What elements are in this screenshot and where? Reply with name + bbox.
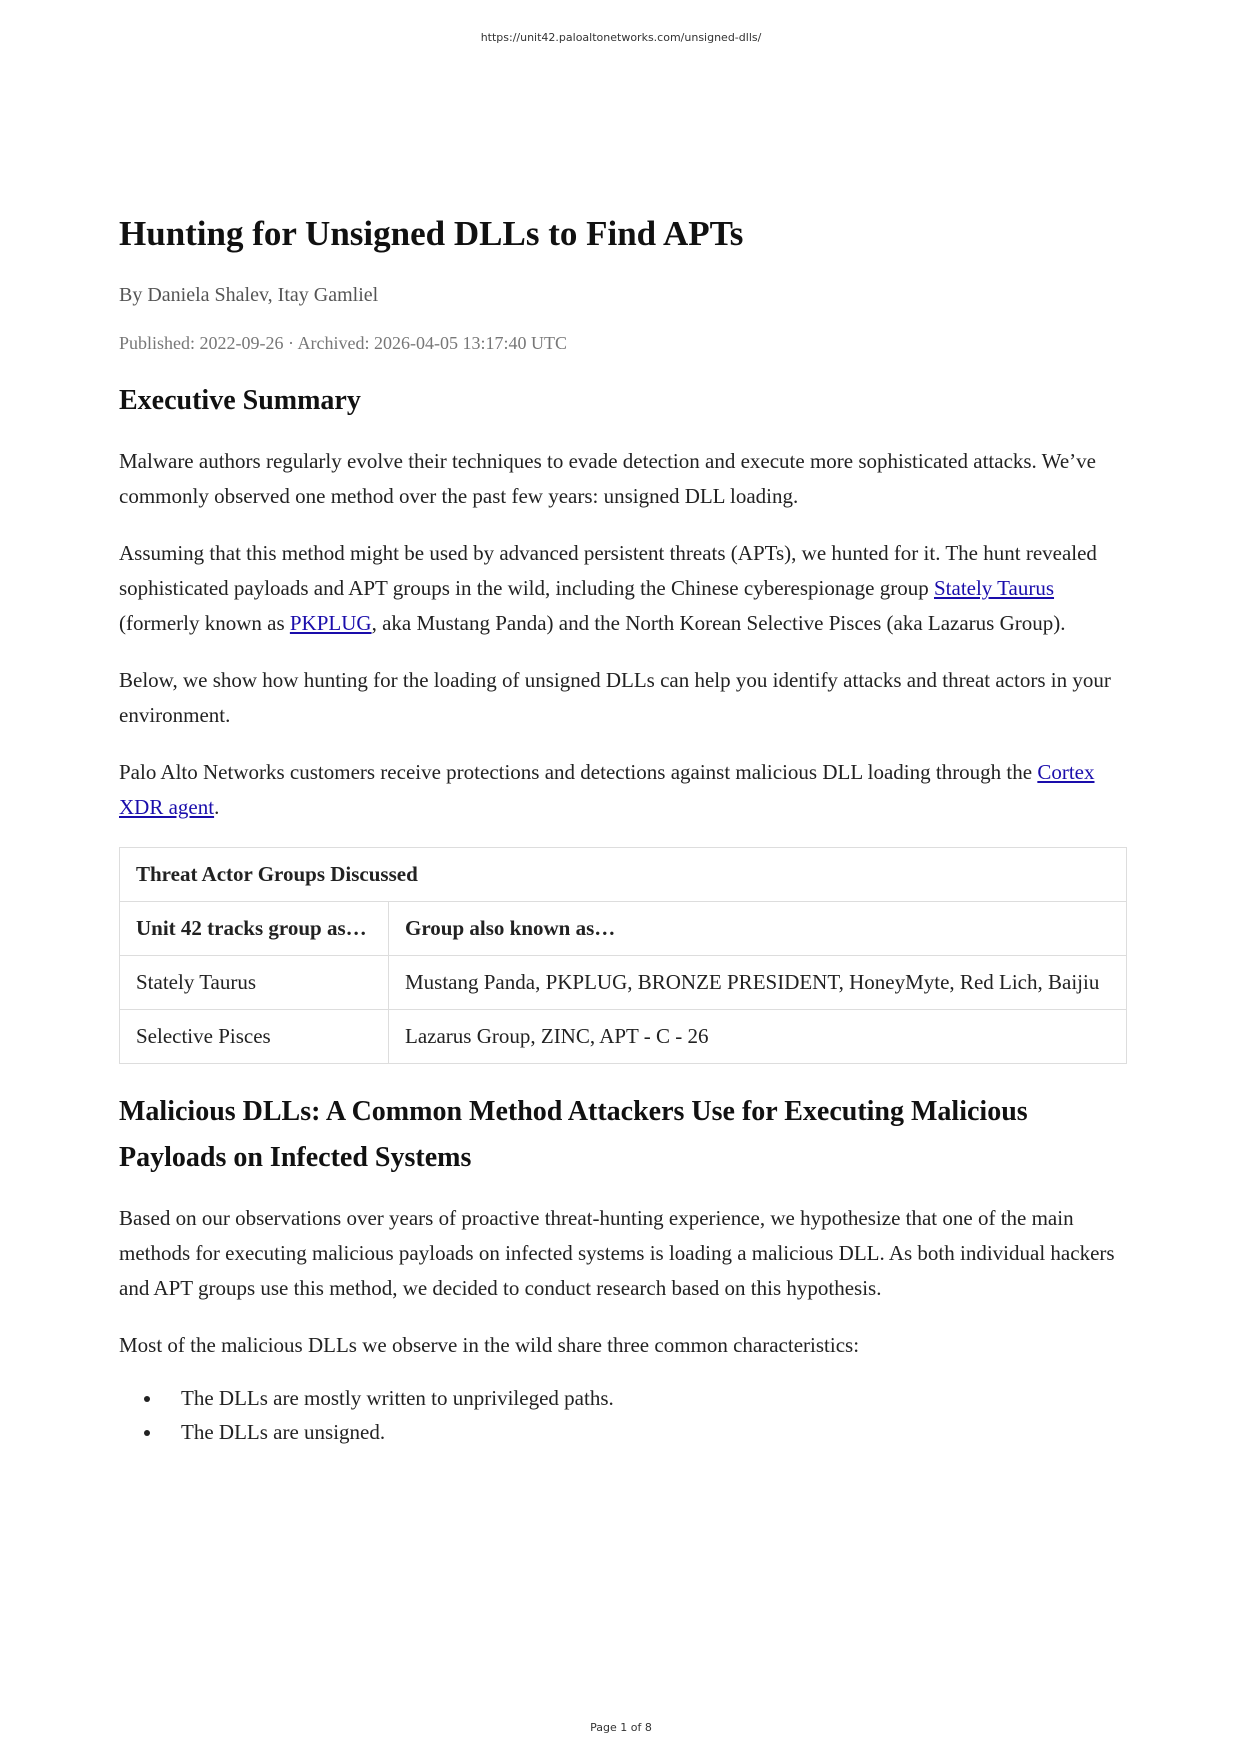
table-row <box>120 956 1127 1010</box>
table-caption-row <box>120 848 1127 902</box>
executive-summary-heading: Executive Summary <box>119 385 361 416</box>
paragraph-text: (formerly known as <box>119 611 290 635</box>
malicious-section-paragraph-2: Most of the malicious DLLs we observe in the wild share three common characteristics: <box>119 1333 860 1357</box>
table-cell-group: Selective Pisces <box>120 1010 389 1064</box>
page-url-header: https://unit42.paloaltonetworks.com/unsigned-dlls/ <box>480 31 762 44</box>
pkplug-link[interactable]: PKPLUG <box>289 611 372 635</box>
page-number-footer: Page 1 of 8 <box>590 1721 652 1734</box>
column-header-unit42: Unit 42 tracks group as… <box>120 902 389 956</box>
characteristics-list <box>119 1381 1127 1449</box>
article-byline: By Daniela Shalev, Itay Gamliel <box>119 284 379 306</box>
table-cell-aliases: Lazarus Group, ZINC, APT - C - 26 <box>389 1010 1127 1064</box>
article-meta: Published: 2022-09-26 · Archived: 2026-04-05 13:17:40 UTC <box>119 333 567 353</box>
paragraph-text: , aka Mustang Panda) and the North Korean Selective Pisces (aka Lazarus Group). <box>371 611 1066 635</box>
cortex-xdr-agent-link[interactable]: Cortex XDR agent <box>119 760 1095 819</box>
article-body <box>119 212 1127 1449</box>
table-caption: Threat Actor Groups Discussed <box>120 848 1127 902</box>
exec-summary-paragraph-1: Malware authors regularly evolve their techniques to evade detection and execute more sophisticated attacks. We’ve commonly observed one method over the past few years: unsigned DLL loading. <box>119 449 1096 508</box>
column-header-aka: Group also known as… <box>389 902 1127 956</box>
list-item: • The DLLs are mostly written to unprivileged paths. <box>163 1381 1127 1415</box>
table-cell-aliases: Mustang Panda, PKPLUG, BRONZE PRESIDENT, HoneyMyte, Red Lich, Baijiu <box>389 956 1127 1010</box>
malicious-dlls-heading: Malicious DLLs: A Common Method Attackers Use for Executing Malicious Payloads on Infected Systems <box>119 1096 1028 1173</box>
stately-taurus-link[interactable]: Stately Taurus <box>933 576 1055 600</box>
malicious-section-paragraph-1: Based on our observations over years of proactive threat-hunting experience, we hypothesize that one of the main methods for executing malicious payloads on infected systems is loading a malicious DLL. As both individual hackers and APT groups use this method, we decided to conduct research based on this hypothesis. <box>119 1206 1115 1300</box>
paragraph-text: Assuming that this method might be used by advanced persistent threats (APTs), we hunted for it. The hunt revealed sophisticated payloads and APT groups in the wild, including the Chinese cyberespionage group <box>119 541 1097 600</box>
paragraph-text: Palo Alto Networks customers receive protections and detections against malicious DLL loading through the <box>119 760 1038 784</box>
exec-summary-paragraph-2 <box>119 536 1127 641</box>
article-title: Hunting for Unsigned DLLs to Find APTs <box>119 214 744 253</box>
threat-actor-table <box>119 847 1127 1064</box>
list-item: • The DLLs are unsigned. <box>163 1415 1127 1449</box>
table-header-row <box>120 902 1127 956</box>
table-row <box>120 1010 1127 1064</box>
exec-summary-paragraph-3: Below, we show how hunting for the loading of unsigned DLLs can help you identify attacks and threat actors in your environment. <box>119 668 1111 727</box>
table-cell-group: Stately Taurus <box>120 956 389 1010</box>
paragraph-text: . <box>214 795 220 819</box>
exec-summary-paragraph-4 <box>119 755 1127 825</box>
